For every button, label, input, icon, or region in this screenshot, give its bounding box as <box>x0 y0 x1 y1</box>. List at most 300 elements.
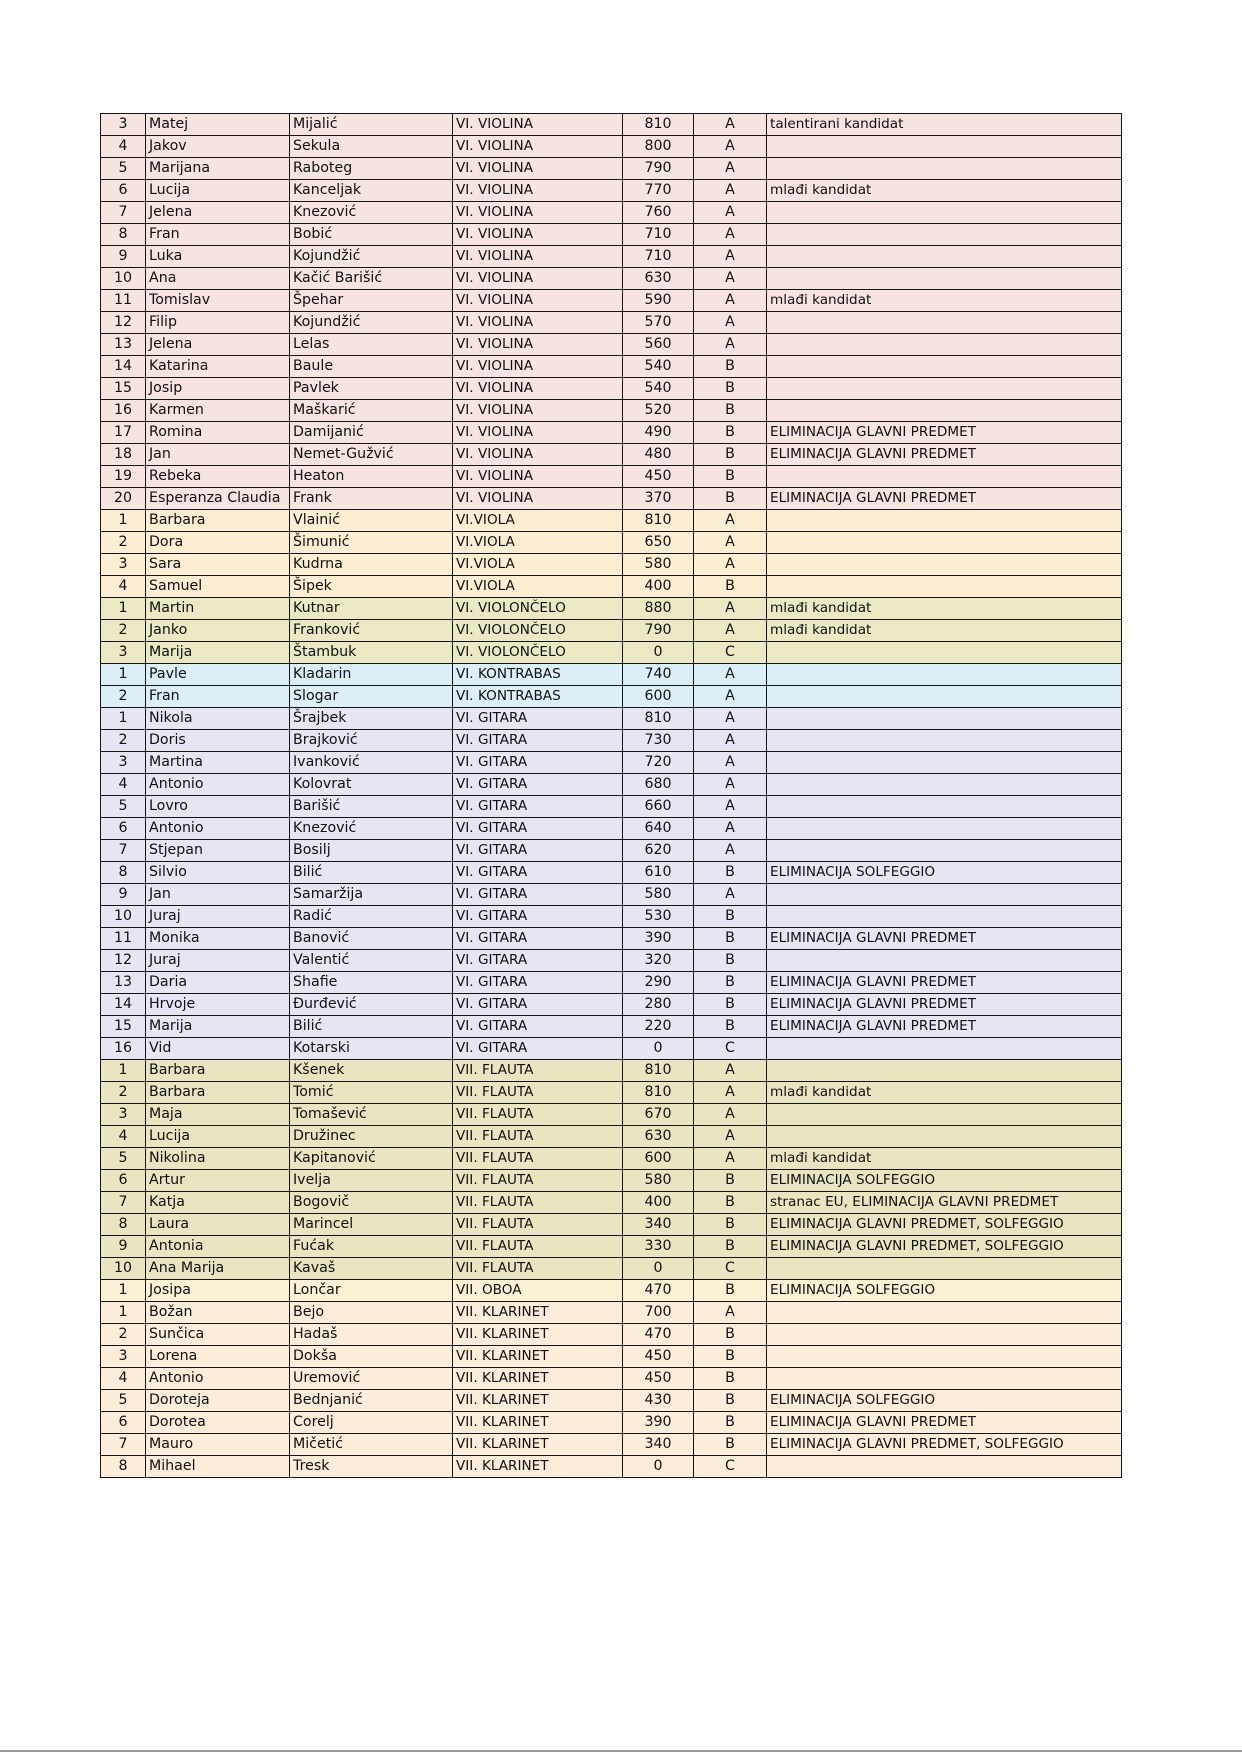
first-name-cell: Antonio <box>146 818 290 840</box>
note-cell: ELIMINACIJA GLAVNI PREDMET <box>767 1016 1122 1038</box>
first-name-cell: Marijana <box>146 158 290 180</box>
table-row <box>101 136 1122 158</box>
first-name-cell: Martina <box>146 752 290 774</box>
table-row <box>101 950 1122 972</box>
last-name-cell: Bednjanić <box>290 1390 453 1412</box>
table-row <box>101 444 1122 466</box>
instrument-cell: VI. VIOLONČELO <box>453 620 623 642</box>
instrument-cell: VI. VIOLINA <box>453 268 623 290</box>
first-name-cell: Monika <box>146 928 290 950</box>
points-cell: 580 <box>623 1170 694 1192</box>
instrument-cell: VI. VIOLINA <box>453 312 623 334</box>
note-cell <box>767 796 1122 818</box>
last-name-cell: Pavlek <box>290 378 453 400</box>
row-number-cell: 4 <box>101 1368 146 1390</box>
table-row <box>101 1038 1122 1060</box>
last-name-cell: Bilić <box>290 1016 453 1038</box>
last-name-cell: Knezović <box>290 818 453 840</box>
instrument-cell: VI. GITARA <box>453 906 623 928</box>
points-cell: 0 <box>623 1038 694 1060</box>
table-row <box>101 378 1122 400</box>
last-name-cell: Frank <box>290 488 453 510</box>
grade-cell: B <box>694 862 767 884</box>
grade-cell: A <box>694 752 767 774</box>
first-name-cell: Mauro <box>146 1434 290 1456</box>
last-name-cell: Nemet-Gužvić <box>290 444 453 466</box>
grade-cell: B <box>694 576 767 598</box>
first-name-cell: Esperanza Claudia <box>146 488 290 510</box>
table-row <box>101 576 1122 598</box>
row-number-cell: 2 <box>101 532 146 554</box>
note-cell <box>767 356 1122 378</box>
grade-cell: B <box>694 400 767 422</box>
grade-cell: B <box>694 1170 767 1192</box>
last-name-cell: Marincel <box>290 1214 453 1236</box>
instrument-cell: VII. OBOA <box>453 1280 623 1302</box>
grade-cell: B <box>694 444 767 466</box>
last-name-cell: Sekula <box>290 136 453 158</box>
grade-cell: A <box>694 136 767 158</box>
table-row <box>101 1236 1122 1258</box>
row-number-cell: 6 <box>101 1170 146 1192</box>
instrument-cell: VII. FLAUTA <box>453 1258 623 1280</box>
row-number-cell: 8 <box>101 224 146 246</box>
table-row <box>101 620 1122 642</box>
table-row <box>101 1412 1122 1434</box>
grade-cell: A <box>694 664 767 686</box>
table-row <box>101 884 1122 906</box>
table-row <box>101 1324 1122 1346</box>
instrument-cell: VI. GITARA <box>453 752 623 774</box>
table-row <box>101 994 1122 1016</box>
row-number-cell: 9 <box>101 884 146 906</box>
last-name-cell: Kapitanović <box>290 1148 453 1170</box>
table-row <box>101 400 1122 422</box>
row-number-cell: 18 <box>101 444 146 466</box>
row-number-cell: 7 <box>101 202 146 224</box>
grade-cell: A <box>694 818 767 840</box>
grade-cell: A <box>694 1060 767 1082</box>
first-name-cell: Janko <box>146 620 290 642</box>
note-cell: mlađi kandidat <box>767 1148 1122 1170</box>
instrument-cell: VII. FLAUTA <box>453 1126 623 1148</box>
points-cell: 390 <box>623 928 694 950</box>
grade-cell: B <box>694 1192 767 1214</box>
grade-cell: B <box>694 1214 767 1236</box>
row-number-cell: 2 <box>101 1082 146 1104</box>
table-row <box>101 1280 1122 1302</box>
last-name-cell: Maškarić <box>290 400 453 422</box>
grade-cell: B <box>694 994 767 1016</box>
instrument-cell: VI. VIOLINA <box>453 224 623 246</box>
points-cell: 600 <box>623 1148 694 1170</box>
last-name-cell: Knezović <box>290 202 453 224</box>
row-number-cell: 13 <box>101 334 146 356</box>
points-cell: 810 <box>623 510 694 532</box>
grade-cell: A <box>694 1148 767 1170</box>
points-cell: 390 <box>623 1412 694 1434</box>
last-name-cell: Barišić <box>290 796 453 818</box>
points-cell: 0 <box>623 642 694 664</box>
grade-cell: A <box>694 708 767 730</box>
points-cell: 430 <box>623 1390 694 1412</box>
note-cell <box>767 1104 1122 1126</box>
first-name-cell: Antonia <box>146 1236 290 1258</box>
first-name-cell: Ana <box>146 268 290 290</box>
instrument-cell: VI. GITARA <box>453 796 623 818</box>
last-name-cell: Kladarin <box>290 664 453 686</box>
last-name-cell: Šrajbek <box>290 708 453 730</box>
row-number-cell: 1 <box>101 598 146 620</box>
last-name-cell: Dokša <box>290 1346 453 1368</box>
last-name-cell: Banović <box>290 928 453 950</box>
row-number-cell: 8 <box>101 862 146 884</box>
row-number-cell: 10 <box>101 268 146 290</box>
note-cell <box>767 400 1122 422</box>
grade-cell: A <box>694 1302 767 1324</box>
first-name-cell: Antonio <box>146 1368 290 1390</box>
points-cell: 540 <box>623 356 694 378</box>
instrument-cell: VI. VIOLONČELO <box>453 642 623 664</box>
instrument-cell: VI. VIOLINA <box>453 466 623 488</box>
table-row <box>101 224 1122 246</box>
first-name-cell: Daria <box>146 972 290 994</box>
last-name-cell: Kolovrat <box>290 774 453 796</box>
last-name-cell: Kšenek <box>290 1060 453 1082</box>
note-cell <box>767 884 1122 906</box>
last-name-cell: Tomašević <box>290 1104 453 1126</box>
row-number-cell: 4 <box>101 774 146 796</box>
last-name-cell: Kojundžić <box>290 246 453 268</box>
instrument-cell: VII. KLARINET <box>453 1390 623 1412</box>
points-cell: 790 <box>623 158 694 180</box>
last-name-cell: Kavaš <box>290 1258 453 1280</box>
note-cell <box>767 664 1122 686</box>
points-cell: 740 <box>623 664 694 686</box>
note-cell: ELIMINACIJA SOLFEGGIO <box>767 1170 1122 1192</box>
note-cell <box>767 818 1122 840</box>
grade-cell: B <box>694 488 767 510</box>
points-cell: 610 <box>623 862 694 884</box>
instrument-cell: VII. KLARINET <box>453 1324 623 1346</box>
grade-cell: A <box>694 532 767 554</box>
note-cell <box>767 906 1122 928</box>
table-row <box>101 312 1122 334</box>
row-number-cell: 11 <box>101 928 146 950</box>
points-cell: 650 <box>623 532 694 554</box>
last-name-cell: Tomić <box>290 1082 453 1104</box>
table-row <box>101 510 1122 532</box>
first-name-cell: Nikola <box>146 708 290 730</box>
points-cell: 580 <box>623 554 694 576</box>
first-name-cell: Lucija <box>146 1126 290 1148</box>
first-name-cell: Jelena <box>146 202 290 224</box>
row-number-cell: 14 <box>101 994 146 1016</box>
last-name-cell: Tresk <box>290 1456 453 1478</box>
points-cell: 600 <box>623 686 694 708</box>
table-row <box>101 1434 1122 1456</box>
points-cell: 730 <box>623 730 694 752</box>
first-name-cell: Fran <box>146 224 290 246</box>
last-name-cell: Mijalić <box>290 114 453 136</box>
table-row <box>101 774 1122 796</box>
row-number-cell: 13 <box>101 972 146 994</box>
table-row <box>101 1126 1122 1148</box>
first-name-cell: Mihael <box>146 1456 290 1478</box>
first-name-cell: Dorotea <box>146 1412 290 1434</box>
grade-cell: B <box>694 972 767 994</box>
instrument-cell: VII. KLARINET <box>453 1368 623 1390</box>
table-row <box>101 928 1122 950</box>
grade-cell: B <box>694 906 767 928</box>
instrument-cell: VI. GITARA <box>453 1016 623 1038</box>
grade-cell: B <box>694 1236 767 1258</box>
table-row <box>101 1214 1122 1236</box>
grade-cell: A <box>694 1082 767 1104</box>
last-name-cell: Bobić <box>290 224 453 246</box>
note-cell <box>767 774 1122 796</box>
note-cell: ELIMINACIJA SOLFEGGIO <box>767 1280 1122 1302</box>
row-number-cell: 17 <box>101 422 146 444</box>
last-name-cell: Kotarski <box>290 1038 453 1060</box>
grade-cell: A <box>694 202 767 224</box>
first-name-cell: Fran <box>146 686 290 708</box>
first-name-cell: Juraj <box>146 906 290 928</box>
instrument-cell: VI. GITARA <box>453 730 623 752</box>
instrument-cell: VI. GITARA <box>453 862 623 884</box>
first-name-cell: Doroteja <box>146 1390 290 1412</box>
instrument-cell: VII. FLAUTA <box>453 1236 623 1258</box>
note-cell: mlađi kandidat <box>767 290 1122 312</box>
grade-cell: A <box>694 840 767 862</box>
note-cell <box>767 1368 1122 1390</box>
last-name-cell: Ivelja <box>290 1170 453 1192</box>
first-name-cell: Marija <box>146 642 290 664</box>
note-cell: ELIMINACIJA GLAVNI PREDMET <box>767 972 1122 994</box>
instrument-cell: VI. VIOLINA <box>453 246 623 268</box>
points-cell: 800 <box>623 136 694 158</box>
row-number-cell: 10 <box>101 1258 146 1280</box>
row-number-cell: 4 <box>101 136 146 158</box>
table-row <box>101 1258 1122 1280</box>
points-cell: 0 <box>623 1456 694 1478</box>
first-name-cell: Doris <box>146 730 290 752</box>
points-cell: 570 <box>623 312 694 334</box>
first-name-cell: Jakov <box>146 136 290 158</box>
instrument-cell: VI. VIOLINA <box>453 356 623 378</box>
instrument-cell: VII. KLARINET <box>453 1302 623 1324</box>
instrument-cell: VI. GITARA <box>453 774 623 796</box>
points-cell: 450 <box>623 1368 694 1390</box>
last-name-cell: Špehar <box>290 290 453 312</box>
grade-cell: A <box>694 1126 767 1148</box>
table-row <box>101 1368 1122 1390</box>
points-cell: 320 <box>623 950 694 972</box>
last-name-cell: Fućak <box>290 1236 453 1258</box>
grade-cell: A <box>694 1104 767 1126</box>
instrument-cell: VI. GITARA <box>453 972 623 994</box>
first-name-cell: Silvio <box>146 862 290 884</box>
row-number-cell: 6 <box>101 180 146 202</box>
first-name-cell: Matej <box>146 114 290 136</box>
results-table <box>100 113 1122 1478</box>
first-name-cell: Rebeka <box>146 466 290 488</box>
instrument-cell: VII. FLAUTA <box>453 1082 623 1104</box>
note-cell: ELIMINACIJA GLAVNI PREDMET <box>767 1412 1122 1434</box>
grade-cell: B <box>694 1016 767 1038</box>
instrument-cell: VI. KONTRABAS <box>453 686 623 708</box>
instrument-cell: VI. VIOLINA <box>453 400 623 422</box>
note-cell: ELIMINACIJA GLAVNI PREDMET <box>767 928 1122 950</box>
row-number-cell: 3 <box>101 1104 146 1126</box>
points-cell: 880 <box>623 598 694 620</box>
table-row <box>101 906 1122 928</box>
points-cell: 630 <box>623 1126 694 1148</box>
row-number-cell: 15 <box>101 378 146 400</box>
row-number-cell: 6 <box>101 1412 146 1434</box>
note-cell <box>767 1126 1122 1148</box>
instrument-cell: VII. KLARINET <box>453 1412 623 1434</box>
first-name-cell: Sunčica <box>146 1324 290 1346</box>
points-cell: 340 <box>623 1214 694 1236</box>
grade-cell: B <box>694 378 767 400</box>
grade-cell: A <box>694 158 767 180</box>
table-row <box>101 1082 1122 1104</box>
table-row <box>101 246 1122 268</box>
grade-cell: B <box>694 356 767 378</box>
grade-cell: A <box>694 290 767 312</box>
row-number-cell: 4 <box>101 1126 146 1148</box>
last-name-cell: Corelj <box>290 1412 453 1434</box>
grade-cell: A <box>694 686 767 708</box>
last-name-cell: Samaržija <box>290 884 453 906</box>
first-name-cell: Barbara <box>146 1082 290 1104</box>
instrument-cell: VI. GITARA <box>453 928 623 950</box>
last-name-cell: Lončar <box>290 1280 453 1302</box>
instrument-cell: VII. FLAUTA <box>453 1104 623 1126</box>
first-name-cell: Juraj <box>146 950 290 972</box>
row-number-cell: 2 <box>101 1324 146 1346</box>
first-name-cell: Filip <box>146 312 290 334</box>
note-cell <box>767 334 1122 356</box>
last-name-cell: Bilić <box>290 862 453 884</box>
table-row <box>101 1346 1122 1368</box>
row-number-cell: 5 <box>101 1390 146 1412</box>
points-cell: 590 <box>623 290 694 312</box>
first-name-cell: Maja <box>146 1104 290 1126</box>
note-cell: ELIMINACIJA GLAVNI PREDMET <box>767 488 1122 510</box>
row-number-cell: 10 <box>101 906 146 928</box>
last-name-cell: Mičetić <box>290 1434 453 1456</box>
table-row <box>101 268 1122 290</box>
note-cell <box>767 1060 1122 1082</box>
points-cell: 490 <box>623 422 694 444</box>
first-name-cell: Katja <box>146 1192 290 1214</box>
table-row <box>101 972 1122 994</box>
table-row <box>101 422 1122 444</box>
points-cell: 0 <box>623 1258 694 1280</box>
points-cell: 790 <box>623 620 694 642</box>
note-cell <box>767 1456 1122 1478</box>
grade-cell: B <box>694 1324 767 1346</box>
grade-cell: A <box>694 598 767 620</box>
instrument-cell: VI. GITARA <box>453 884 623 906</box>
instrument-cell: VII. KLARINET <box>453 1346 623 1368</box>
row-number-cell: 1 <box>101 1280 146 1302</box>
note-cell: ELIMINACIJA SOLFEGGIO <box>767 1390 1122 1412</box>
points-cell: 450 <box>623 466 694 488</box>
note-cell: mlađi kandidat <box>767 620 1122 642</box>
points-cell: 220 <box>623 1016 694 1038</box>
instrument-cell: VI. VIOLINA <box>453 422 623 444</box>
instrument-cell: VI. GITARA <box>453 708 623 730</box>
row-number-cell: 20 <box>101 488 146 510</box>
note-cell <box>767 576 1122 598</box>
points-cell: 340 <box>623 1434 694 1456</box>
instrument-cell: VII. FLAUTA <box>453 1060 623 1082</box>
points-cell: 630 <box>623 268 694 290</box>
grade-cell: C <box>694 1456 767 1478</box>
first-name-cell: Artur <box>146 1170 290 1192</box>
note-cell <box>767 840 1122 862</box>
instrument-cell: VII. KLARINET <box>453 1456 623 1478</box>
points-cell: 810 <box>623 1060 694 1082</box>
instrument-cell: VI.VIOLA <box>453 532 623 554</box>
first-name-cell: Barbara <box>146 1060 290 1082</box>
first-name-cell: Stjepan <box>146 840 290 862</box>
note-cell: ELIMINACIJA GLAVNI PREDMET <box>767 994 1122 1016</box>
note-cell <box>767 466 1122 488</box>
points-cell: 530 <box>623 906 694 928</box>
instrument-cell: VI. VIOLINA <box>453 202 623 224</box>
instrument-cell: VI. VIOLINA <box>453 290 623 312</box>
grade-cell: B <box>694 950 767 972</box>
instrument-cell: VI. GITARA <box>453 1038 623 1060</box>
note-cell <box>767 1258 1122 1280</box>
points-cell: 760 <box>623 202 694 224</box>
table-row <box>101 1148 1122 1170</box>
first-name-cell: Dora <box>146 532 290 554</box>
instrument-cell: VII. FLAUTA <box>453 1214 623 1236</box>
points-cell: 480 <box>623 444 694 466</box>
table-row <box>101 796 1122 818</box>
first-name-cell: Luka <box>146 246 290 268</box>
first-name-cell: Katarina <box>146 356 290 378</box>
row-number-cell: 5 <box>101 796 146 818</box>
note-cell: mlađi kandidat <box>767 180 1122 202</box>
table-row <box>101 114 1122 136</box>
instrument-cell: VI. VIOLINA <box>453 114 623 136</box>
note-cell <box>767 686 1122 708</box>
table-row <box>101 532 1122 554</box>
first-name-cell: Božan <box>146 1302 290 1324</box>
table-row <box>101 202 1122 224</box>
points-cell: 710 <box>623 246 694 268</box>
points-cell: 540 <box>623 378 694 400</box>
table-row <box>101 1456 1122 1478</box>
points-cell: 290 <box>623 972 694 994</box>
first-name-cell: Ana Marija <box>146 1258 290 1280</box>
note-cell <box>767 224 1122 246</box>
note-cell: ELIMINACIJA SOLFEGGIO <box>767 862 1122 884</box>
note-cell <box>767 642 1122 664</box>
instrument-cell: VI.VIOLA <box>453 576 623 598</box>
row-number-cell: 15 <box>101 1016 146 1038</box>
row-number-cell: 5 <box>101 1148 146 1170</box>
points-cell: 770 <box>623 180 694 202</box>
last-name-cell: Kačić Barišić <box>290 268 453 290</box>
table-row <box>101 752 1122 774</box>
